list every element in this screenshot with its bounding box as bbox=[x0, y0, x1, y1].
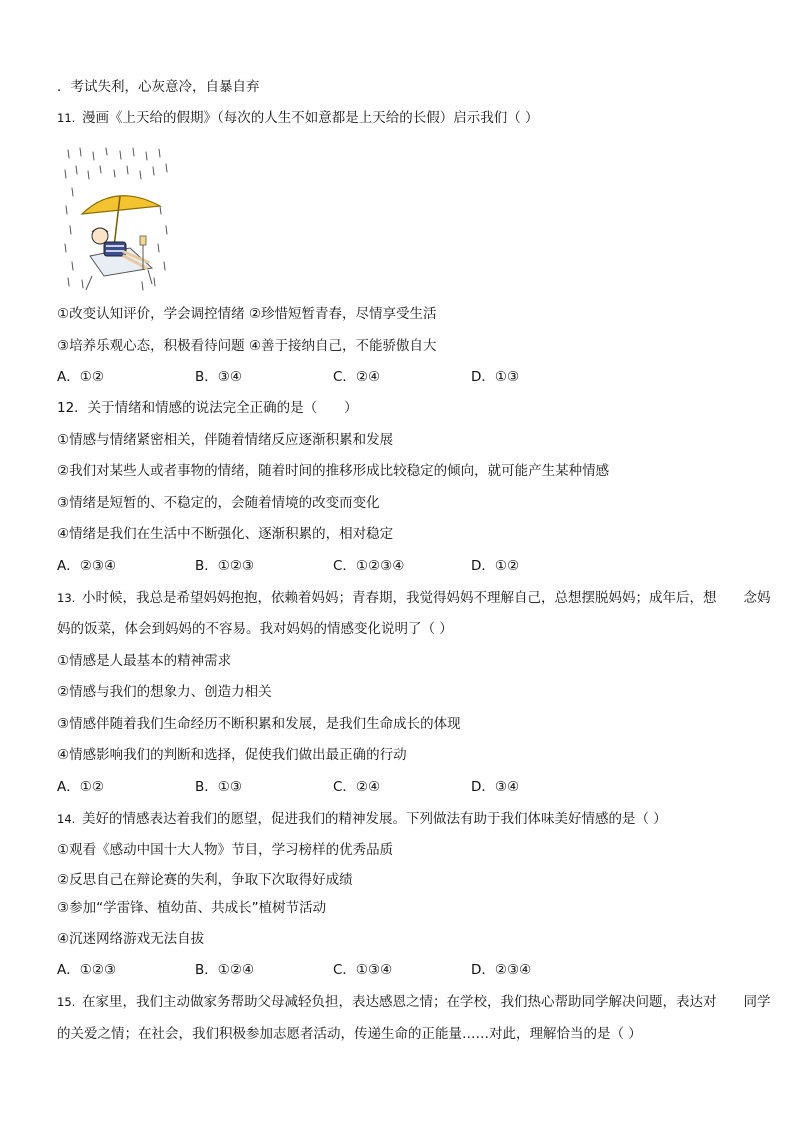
option-a: A．①② bbox=[57, 779, 104, 795]
question-13-statement: ③情感伴随着我们生命经历不断积累和发展，是我们生命成长的体现 bbox=[57, 716, 461, 732]
option-c: C．②④ bbox=[333, 369, 381, 385]
option-c: C．①③④ bbox=[333, 962, 393, 978]
question-13-options bbox=[57, 777, 742, 797]
question-14-statement: ③参加“学雷锋、植幼苗、共成长”植树节活动 bbox=[57, 900, 327, 916]
question-11-statement: ③培养乐观心态，积极看待问题 ④善于接纳自己，不能骄傲自大 bbox=[57, 338, 437, 354]
question-15-text-line2: 的关爱之情；在社会，我们积极参加志愿者活动，传递生命的正能量……对此，理解恰当的是（ ） bbox=[57, 1026, 642, 1042]
question-11-stem bbox=[57, 108, 742, 128]
question-15-text-line1: 在家里，我们主动做家务帮助父母减轻负担，表达感恩之情；在学校，我们热心帮助同学解决问题，表达对 同学 bbox=[82, 994, 771, 1010]
question-12-stem: 12．关于情绪和情感的说法完全正确的是（ ） bbox=[57, 400, 358, 416]
question-12-statement: ③情绪是短暂的、不稳定的，会随着情境的改变而变化 bbox=[57, 495, 380, 511]
option-b: B．③④ bbox=[195, 369, 242, 385]
question-13-statement: ①情感是人最基本的精神需求 bbox=[57, 653, 232, 669]
option-d: D．①② bbox=[471, 558, 520, 574]
previous-option-fragment: ．考试失利，心灰意冷，自暴自弃 bbox=[57, 79, 260, 95]
option-a: A．①②③ bbox=[57, 962, 117, 978]
question-13-text-line2: 妈的饭菜，体会到妈妈的不容易。我对妈妈的情感变化说明了（ ） bbox=[57, 621, 453, 637]
option-d: D．②③④ bbox=[471, 962, 532, 978]
option-d: D．①③ bbox=[471, 369, 520, 385]
question-13-statement: ④情感影响我们的判断和选择，促使我们做出最正确的行动 bbox=[57, 747, 407, 763]
question-13-stem bbox=[57, 588, 771, 608]
option-c: C．①②③④ bbox=[333, 558, 405, 574]
option-a: A．①② bbox=[57, 369, 104, 385]
question-15-number: 15. bbox=[57, 995, 76, 1009]
question-11-statement: ①改变认知评价，学会调控情绪 ②珍惜短暂青春，尽情享受生活 bbox=[57, 306, 437, 322]
question-13-text-line1: 小时候，我总是希望妈妈抱抱，依赖着妈妈；青春期，我觉得妈妈不理解自己，总想摆脱妈妈；成年后，想 念妈 bbox=[82, 590, 771, 606]
question-13-statement: ②情感与我们的想象力、创造力相关 bbox=[57, 684, 272, 700]
question-14-stem bbox=[57, 809, 742, 829]
question-14-text: 美好的情感表达着我们的愿望，促进我们的精神发展。下列做法有助于我们体味美好情感的是（ ） bbox=[82, 811, 667, 827]
question-11-options bbox=[57, 367, 742, 387]
question-14-statement: ④沉迷网络游戏无法自拔 bbox=[57, 931, 205, 947]
question-14-statement: ①观看《感动中国十大人物》节目，学习榜样的优秀品质 bbox=[57, 842, 394, 858]
question-13-number: 13. bbox=[57, 591, 76, 605]
option-b: B．①③ bbox=[195, 779, 242, 795]
question-14-statement: ②反思自己在辩论赛的失利，争取下次取得好成绩 bbox=[57, 872, 353, 888]
question-14-number: 14. bbox=[57, 812, 76, 826]
question-14-options bbox=[57, 960, 742, 980]
question-12-statement: ④情绪是我们在生活中不断强化、逐渐积累的，相对稳定 bbox=[57, 526, 394, 542]
option-d: D．③④ bbox=[471, 779, 520, 795]
question-12-options bbox=[57, 556, 742, 576]
cartoon-umbrella-rain-image bbox=[60, 144, 172, 292]
option-b: B．①②④ bbox=[195, 962, 255, 978]
option-a: A．②③④ bbox=[57, 558, 117, 574]
question-12-statement: ①情感与情绪紧密相关，伴随着情绪反应逐渐积累和发展 bbox=[57, 432, 394, 448]
question-15-stem bbox=[57, 992, 771, 1012]
question-11-number: 11. bbox=[57, 111, 76, 125]
option-b: B．①②③ bbox=[195, 558, 255, 574]
question-11-text: 漫画《上天给的假期》（每次的人生不如意都是上天给的长假）启示我们（ ） bbox=[82, 110, 539, 126]
question-12-statement: ②我们对某些人或者事物的情绪，随着时间的推移形成比较稳定的倾向，就可能产生某种情感 bbox=[57, 463, 610, 479]
option-c: C．②④ bbox=[333, 779, 381, 795]
